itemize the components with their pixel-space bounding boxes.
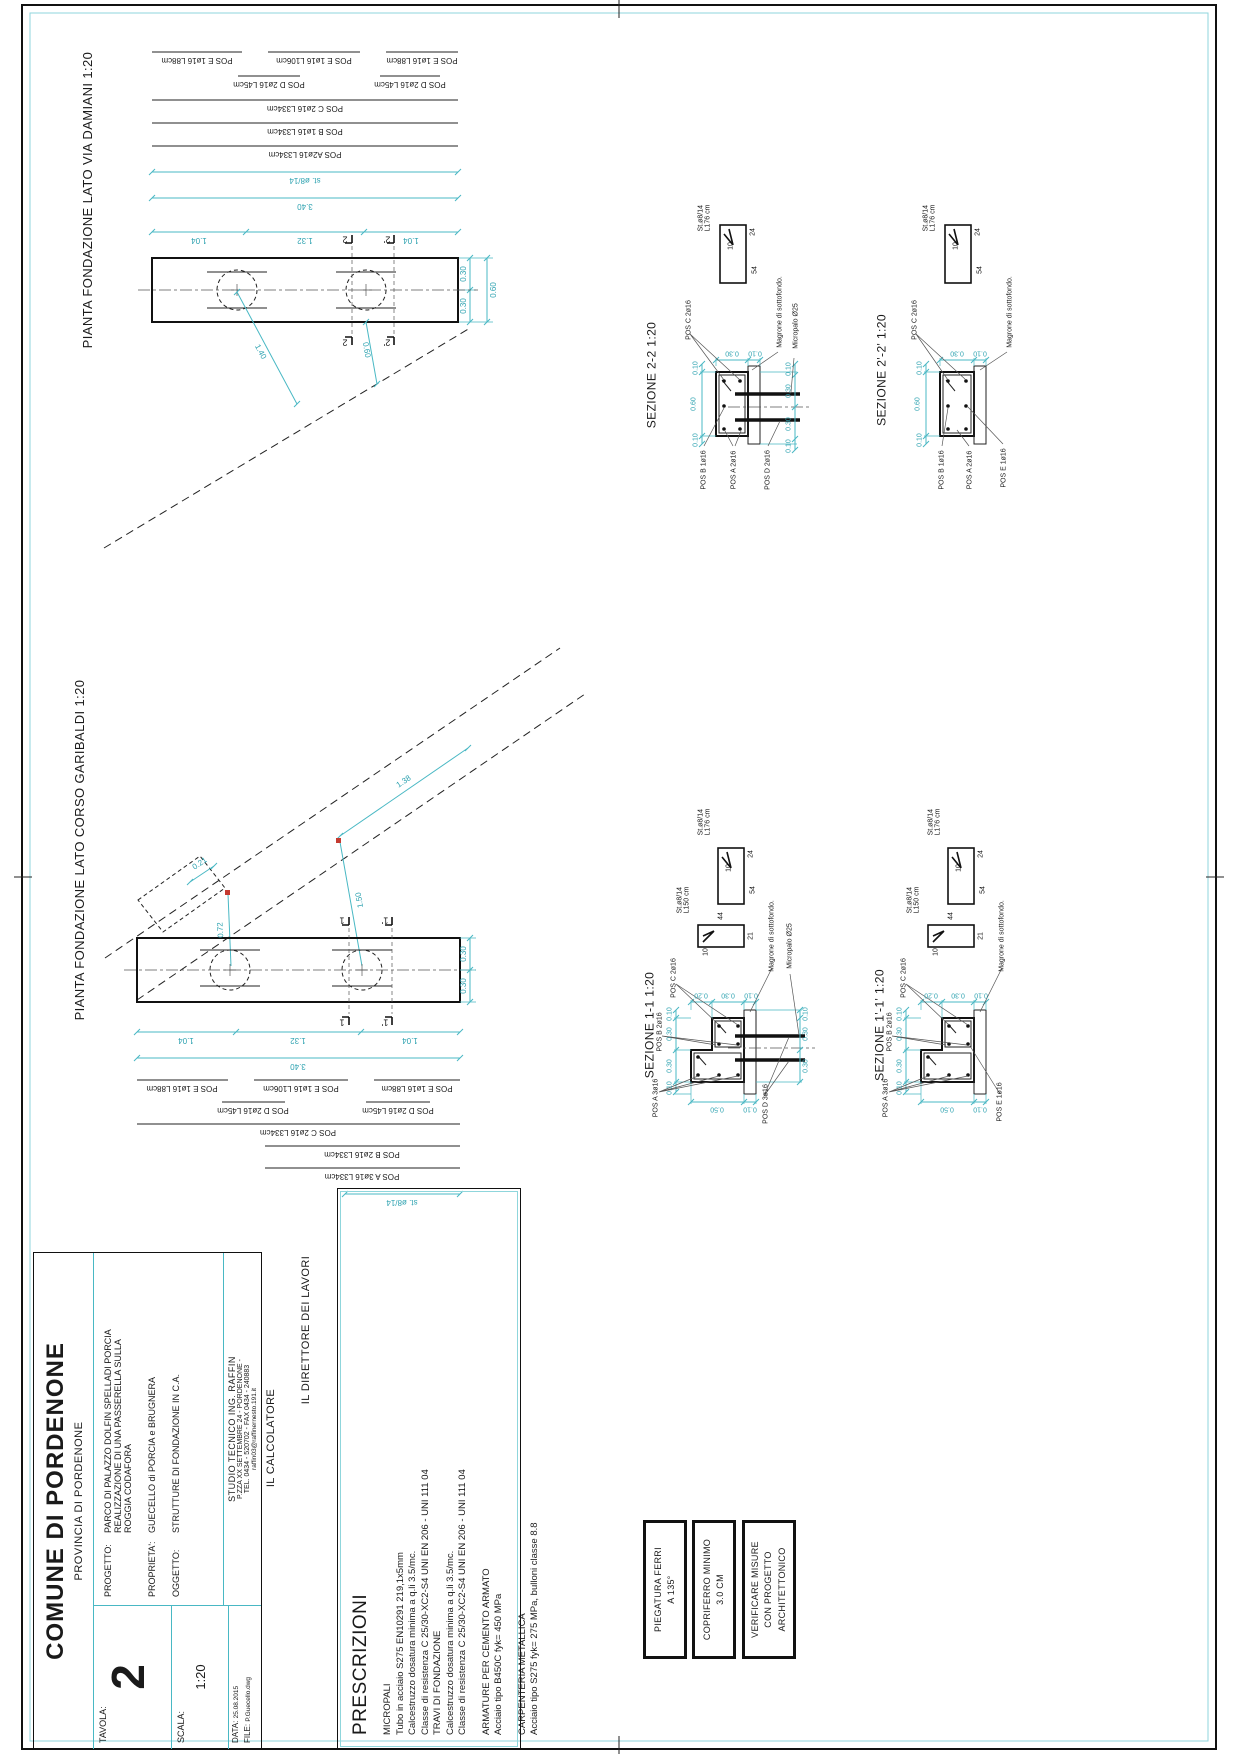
dim-label: 0.10	[916, 433, 924, 447]
stirrup-length: L176 cm	[705, 204, 712, 232]
rebar-label: POS E 1ø16 L88cm	[161, 56, 233, 66]
cut-mark-label: 1	[339, 1017, 345, 1028]
dim-label: 1.32	[297, 236, 313, 246]
stirrup-label	[698, 205, 713, 232]
stamp-line: 3.0 CM	[715, 1574, 725, 1605]
dim-label: 0.10	[748, 349, 762, 357]
cut-mark-label: 2	[342, 234, 348, 245]
scala-cell	[171, 1605, 228, 1749]
dim-label: 21	[977, 932, 985, 940]
prescrizioni-line: Tubo in acciaio S275 EN10291 219,1x5mm	[394, 1552, 406, 1735]
dim-label: 0.10	[896, 1007, 904, 1021]
rebar-label: POS D 2ø16 L45cm	[362, 1106, 434, 1116]
dim-label: 24	[747, 850, 755, 858]
dim-label: 1.04	[402, 1036, 418, 1046]
dim-label: 24	[977, 850, 985, 858]
dim-label: 0.10	[896, 1081, 904, 1095]
rebar-label: POS A 3ø16 L334cm	[324, 1172, 400, 1182]
plan-garibaldi-linework	[105, 648, 585, 1197]
dim-label: 0.10	[785, 362, 793, 376]
stamp-line: COPRIFERRO MINIMO	[701, 1538, 712, 1641]
plan-damiani-title: PIANTA FONDAZIONE LATO VIA DAMIANI 1:20	[80, 51, 96, 349]
section-22p-linework	[916, 225, 1007, 447]
prescrizioni-line: Classe di resistenza C 25/30-XC2-S4 UNI EN 206 - UNI 111 04	[457, 1469, 468, 1735]
stirrup-length: L176 cm	[935, 808, 942, 836]
studio-phone: TEL. 0434 - 520702 - FAX 0434 - 240883	[243, 1364, 251, 1494]
oggetto-label: OGGETTO:	[171, 1549, 181, 1597]
dim-label: 0.72	[215, 922, 226, 939]
dim-label: 10	[725, 864, 733, 872]
direttore-label: IL DIRETTORE DEI LAVORI	[300, 1255, 313, 1405]
studio-cell	[223, 1253, 261, 1605]
dim-label: 0.60	[488, 282, 498, 298]
stirrup-length: L176 cm	[705, 808, 712, 836]
studio-address: P.ZZA XX SETTEMBRE 24 - PORDENONE -	[236, 1359, 244, 1499]
dim-label: 0.30	[896, 1027, 904, 1041]
stirrup-type: St.ø8/14	[922, 204, 930, 232]
pos-label: POS D 2ø16	[764, 450, 772, 490]
dim-label: 10	[932, 948, 940, 956]
dim-label: 54	[751, 266, 759, 274]
stamp-line: PIEGATURA FERRI	[652, 1547, 663, 1632]
stamp-line: A 135°	[666, 1575, 676, 1604]
rebar-label: POS E 1ø16 L106cm	[263, 1084, 339, 1094]
comune-title: COMUNE DI PORDENONE	[42, 1342, 69, 1660]
rebar-label: POS D 2ø16 L45cm	[374, 80, 446, 90]
pos-label: POS B 1ø16	[700, 450, 708, 490]
dim-label: 0.30	[666, 1027, 674, 1041]
pos-label: POS C 2ø16	[900, 958, 908, 998]
pos-label: POS B 2ø16	[656, 1012, 664, 1052]
dim-label: 0.30	[896, 1059, 904, 1073]
dim-label: 10	[955, 864, 963, 872]
dim-label: 0.10	[743, 1105, 757, 1113]
dim-label: 0.10	[916, 361, 924, 375]
dim-label: 0.30	[458, 266, 468, 282]
pos-label: POS E 1ø16	[996, 1082, 1004, 1122]
cut-mark-label: 2'	[383, 234, 391, 245]
proprieta-label: PROPRIETA':	[147, 1541, 157, 1597]
dim-label: 1.50	[353, 891, 366, 909]
dim-label: 0.30	[951, 991, 965, 999]
dim-label: 0.30	[785, 417, 793, 431]
calcolatore-label: IL CALCOLATORE	[265, 1388, 278, 1488]
stirrup-type: St.ø8/14	[697, 808, 705, 836]
dim-label: 0.30	[458, 298, 468, 314]
micropalo-label: Micropalo Ø25	[792, 303, 800, 349]
prescrizioni-line: Classe di resistenza C 25/30-XC2-S4 UNI EN 206 - UNI 111 04	[419, 1469, 431, 1735]
dim-label: 0.10	[692, 433, 700, 447]
stamp-verificare	[742, 1520, 796, 1659]
magrone-label: Magrone di sottofondo.	[998, 900, 1006, 972]
dim-label: 10	[952, 242, 960, 250]
tavola-label: TAVOLA:	[98, 1706, 108, 1743]
dim-label: 24	[749, 228, 757, 236]
cut-mark-label: 1'	[381, 915, 389, 926]
rebar-label: POS B 2ø16 L334cm	[324, 1150, 400, 1160]
cut-mark-label: 1	[339, 915, 345, 926]
data-file-cell	[228, 1605, 261, 1749]
stirrup-label	[923, 205, 938, 232]
progetto-label: PROGETTO:	[103, 1544, 113, 1597]
stirrup-type: St.ø8/14	[697, 204, 705, 232]
pos-label: POS B 1ø16	[938, 450, 946, 490]
pos-label: POS E 1ø16	[1000, 448, 1008, 488]
data-label: DATA:	[231, 1720, 240, 1743]
section-11p-title: SEZIONE 1'-1' 1:20	[872, 969, 887, 1081]
dim-label: 1.32	[290, 1036, 306, 1046]
dim-label: 10	[702, 948, 710, 956]
stamp-copriferro	[692, 1520, 736, 1659]
stamp-piegatura	[643, 1520, 687, 1659]
stamp-line: CON PROGETTO	[763, 1551, 774, 1628]
cut-mark-label: 2	[342, 337, 348, 348]
section-22p-title: SEZIONE 2'-2' 1:20	[874, 314, 889, 426]
prescrizioni-header: ARMATURE PER CEMENTO ARMATO	[480, 1568, 492, 1735]
pos-label: POS A 3ø16	[652, 1078, 660, 1118]
dim-label: 0.30	[950, 349, 964, 357]
dim-label: 0.60	[690, 397, 698, 411]
dim-label: 3.40	[297, 202, 313, 212]
dim-label: 0.20	[924, 991, 938, 999]
file-value: P.Guecello.dwg	[245, 1676, 252, 1722]
stirrup-length: L176 cm	[930, 204, 937, 232]
prescrizioni-header: CARPENTERIA METALLICA	[516, 1613, 528, 1735]
proprieta-value: GUECELLO di PORCIA e BRUGNERA	[147, 1376, 157, 1533]
tavola-number: 2	[102, 1664, 154, 1690]
dim-label: 0.60	[360, 341, 373, 359]
prescrizioni-line: Calcestruzzo dosatura minima a q.li 3.5/mc.	[444, 1550, 456, 1735]
dim-label: 0.10	[802, 1007, 810, 1021]
dim-label: 54	[749, 886, 757, 894]
rebar-label: POS A2ø16 L334cm	[268, 150, 342, 160]
dim-label: 0.30	[666, 1059, 674, 1073]
magrone-label: Magrone di sottofondo.	[768, 900, 776, 972]
prescrizioni-header: TRAVI DI FONDAZIONE	[432, 1630, 443, 1735]
dim-label: 21	[747, 932, 755, 940]
dim-label: 24	[974, 228, 982, 236]
stamp-line: VERIFICARE MISURE	[749, 1541, 760, 1638]
rebar-label: POS E 1ø16 L88cm	[386, 56, 458, 66]
dim-label: 0.30	[458, 946, 468, 962]
prescrizioni-line: Acciaio tipo S275 fyk= 275 MPa, bulloni classe 8.8	[529, 1522, 540, 1735]
plan-garibaldi-title: PIANTA FONDAZIONE LATO CORSO GARIBALDI 1:20	[72, 679, 88, 1021]
provincia-subtitle: PROVINCIA DI PORDENONE	[73, 1421, 85, 1581]
pos-label: POS A 2ø16	[966, 450, 974, 490]
cut-mark-label: 2'	[383, 337, 391, 348]
dim-label: 1.38	[394, 773, 413, 790]
progetto-line: ROGGIA CODAFORA	[123, 1443, 133, 1533]
dim-label: 0.10	[692, 361, 700, 375]
dim-label: 10	[727, 242, 735, 250]
stirrup-label	[928, 809, 943, 836]
stirrup-length: L150 cm	[914, 886, 921, 914]
pos-label: POS B 2ø16	[886, 1012, 894, 1052]
dim-label: 1.04	[403, 236, 419, 246]
dim-label: 0.30	[721, 991, 735, 999]
rebar-label: POS E 1ø16 L106cm	[276, 56, 352, 66]
dim-label: 0.50	[710, 1105, 724, 1113]
dim-label: 0.21	[190, 855, 209, 872]
prescrizioni-line: Calcestruzzo dosatura minima a q.li 3.5/mc.	[407, 1550, 418, 1735]
rebar-label: POS C 2ø16 L334cm	[259, 1128, 337, 1138]
prescrizioni-box	[337, 1188, 540, 1750]
cut-mark-label: 1'	[381, 1017, 389, 1028]
micropalo-label: Micropalo Ø25	[786, 923, 794, 969]
dim-label: 0.60	[914, 397, 922, 411]
scala-value: 1:20	[193, 1664, 208, 1690]
section-22-title: SEZIONE 2-2 1:20	[644, 321, 659, 429]
dim-label: 44	[717, 912, 725, 920]
dim-label: 0.30	[785, 384, 793, 398]
magrone-label: Magrone di sottofondo.	[776, 276, 784, 348]
rebar-label: POS D 2ø16 L45cm	[233, 80, 305, 90]
rebar-label: POS E 1ø16 L88cm	[146, 1084, 218, 1094]
studio-name: STUDIO TECNICO ING. RAFFIN	[226, 1356, 237, 1502]
section-11-title: SEZIONE 1-1 1:20	[642, 971, 657, 1079]
stirrup-type: St.ø8/14	[906, 886, 914, 914]
prescrizioni-line: Acciaio tipo B450C fyk= 450 MPa	[493, 1593, 504, 1735]
dim-label: 0.10	[666, 1081, 674, 1095]
progetto-cell	[93, 1253, 223, 1605]
comune-cell	[34, 1253, 93, 1749]
scala-label: SCALA:	[176, 1710, 186, 1743]
stirrup-label	[677, 887, 692, 914]
dim-label: 1.04	[191, 236, 207, 246]
rebar-label: POS C 2ø16 L334cm	[266, 104, 344, 114]
data-value: 25.08.2015	[233, 1685, 240, 1719]
stirrup-label	[907, 887, 922, 914]
dim-label: 3.40	[290, 1062, 306, 1072]
pos-label: POS C 2ø16	[685, 300, 693, 340]
dim-label: st. ø8/14	[289, 176, 321, 186]
dim-label: 0.10	[973, 349, 987, 357]
title-block	[33, 1252, 262, 1750]
dim-label: st. ø8/14	[386, 1198, 418, 1208]
dim-label: 0.10	[744, 991, 758, 999]
stirrup-type: St.ø8/14	[927, 808, 935, 836]
dim-label: 1.40	[252, 342, 269, 361]
pos-label: POS C 2ø16	[670, 958, 678, 998]
dim-label: 0.30	[458, 978, 468, 994]
stamp-line: ARCHITETTONICO	[776, 1547, 787, 1632]
rebar-label: POS B 1ø16 L334cm	[267, 127, 343, 137]
stirrup-label	[698, 809, 713, 836]
dim-label: 1.04	[178, 1036, 194, 1046]
pos-label: POS A 2ø16	[730, 450, 738, 490]
pos-label: POS D 3ø16	[762, 1084, 770, 1124]
progetto-line: REALIZZAZIONE DI UNA PASSERELLA SULLA	[113, 1339, 123, 1533]
pos-label: POS C 2ø16	[911, 300, 919, 340]
file-label: FILE:	[243, 1723, 252, 1743]
pos-label: POS A 3ø16	[882, 1078, 890, 1118]
dim-label: 44	[947, 912, 955, 920]
prescrizioni-header: MICROPALI	[382, 1683, 393, 1735]
dim-label: 0.10	[973, 1105, 987, 1113]
rebar-label: POS E 1ø16 L88cm	[381, 1084, 453, 1094]
dim-label: 0.10	[666, 1007, 674, 1021]
dim-label: 0.30	[725, 349, 739, 357]
progetto-line: PARCO DI PALAZZO DOLFIN SPELLADI PORCIA	[103, 1329, 113, 1533]
magrone-label: Magrone di sottofondo.	[1006, 276, 1014, 348]
dim-label: 0.20	[694, 991, 708, 999]
studio-email: raffin03@raffinernesto.191.it	[250, 1388, 258, 1470]
oggetto-value: STRUTTURE DI FONDAZIONE IN C.A.	[171, 1373, 181, 1533]
dim-label: 0.10	[785, 439, 793, 453]
dim-label: 54	[976, 266, 984, 274]
rebar-label: POS D 2ø16 L45cm	[217, 1106, 289, 1116]
stirrup-length: L150 cm	[684, 886, 691, 914]
dim-label: 0.30	[802, 1059, 810, 1073]
prescrizioni-title: PRESCRIZIONI	[350, 1593, 371, 1735]
dim-label: 0.30	[802, 1027, 810, 1041]
dim-label: 0.50	[940, 1105, 954, 1113]
dim-label: 54	[979, 886, 987, 894]
dim-label: 0.10	[974, 991, 988, 999]
tavola-cell	[93, 1605, 171, 1749]
stirrup-type: St.ø8/14	[676, 886, 684, 914]
